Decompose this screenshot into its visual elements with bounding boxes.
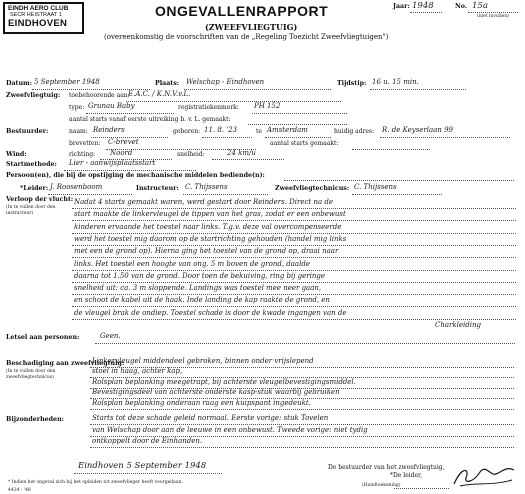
richting-value: Noord <box>110 149 133 157</box>
jaar-value: 1948 <box>412 1 434 11</box>
no-value: 15a <box>472 1 488 11</box>
geboren-label: geboren: <box>173 128 201 135</box>
verloop-line: kinderen ervaande het toestel naar links. T.g.v. deze val overcompenseerde <box>74 222 342 231</box>
report-title: ONGEVALLENRAPPORT <box>155 3 329 19</box>
registratie-value: PH 152 <box>254 102 281 110</box>
startmethode-label: Startmethode: <box>6 161 57 168</box>
te-value: Amsterdam <box>267 126 308 134</box>
registratie-label: registratiekenmerk: <box>178 104 239 111</box>
zweefvliegtuig-label: Zweefvliegtuig: <box>6 92 61 99</box>
verloop-line: werd het toestel mig daarom op de startrichting gehouden (handel mig links <box>74 234 347 243</box>
verloop-line: links. Het toestel een hoogte van ong. 5 m boven de grond, daalde <box>74 259 310 268</box>
report-subtitle: (ZWEEFVLIEGTUIG) <box>205 22 298 32</box>
stamp-line-2: SECR HEISTRAAT 1 <box>10 12 62 18</box>
personen-label: Persoon(en), die bij de opstijging de mechanische middelen bediende(n): <box>6 172 265 179</box>
type-value: Grunau Baby <box>88 102 135 110</box>
jaar-label: Jaar: <box>393 3 410 10</box>
beschadiging-line: Rolsplan beplanking onderaan raag een kuipspant ingedeukt. <box>92 398 311 407</box>
verloop-line: snelheid uit: ca. 3 m sloppende. Landings was toestel mee neer gaan, <box>74 284 322 293</box>
brevetten-value: C-brevet <box>108 138 139 146</box>
verloop-line: en schoot de kabel uit de haak. Inde landing de kap raakte de grond, en <box>74 296 330 305</box>
stamp-line-3: EINDHOVEN <box>8 18 68 29</box>
bijzonderheden-line: van Welschap door aan de leeuwe in een onbewust. Tweede vorige: niet tydig <box>92 425 368 434</box>
verloop-line: met een de grond op). Hierna ging het toestel van de grond op, draai naar <box>74 247 339 256</box>
naam-value: Reinders <box>93 126 125 134</box>
tijdstip-value: 16 u. 15 min. <box>372 78 419 86</box>
no-label: No. <box>455 3 468 10</box>
plaats-datum-value: Eindhoven 5 September 1948 <box>78 461 207 471</box>
instructeur-value: C. Thijssens <box>185 183 228 191</box>
handtekening-label: (Handteekening) <box>362 483 401 488</box>
print-code: 4434 - '48 <box>8 488 31 493</box>
brevetten-label: brevetten: <box>69 140 101 147</box>
bijzonderheden-line: Starts tot deze schade geleid normaal. Eerste vorige: stuk Tovelen <box>92 414 329 422</box>
beschadiging-label: Beschadiging aan zweefvliegtuig: <box>6 360 125 367</box>
leider-signature-label: *De leider, <box>390 472 423 479</box>
bestuurder-signature-label: De bestuurder van het zweefvliegtuig, <box>328 464 445 471</box>
letsel-label: Letsel aan personen: <box>6 334 80 341</box>
leider-label: *Leider: <box>20 185 49 192</box>
filled-note: (niet invullen) <box>477 14 509 19</box>
snelheid-value: 24 km/u <box>227 149 256 157</box>
datum-value: 5 September 1948 <box>34 78 100 86</box>
type-label: type: <box>69 104 85 111</box>
instructeur-label: Instructeur: <box>136 185 179 192</box>
leider-value: J. Roosenboom <box>50 183 103 191</box>
geboren-value: 11. 8. '23 <box>204 126 238 134</box>
beschadiging-line: Rolsplan beplanking meegetrapt, bij achterste vleugelbevestigingsmiddel. <box>92 377 356 386</box>
beschadiging-line: Linkervleugel middendeel gebroken, binnen onder vrijslepend <box>92 357 314 365</box>
bijzonderheden-line: ontkoppelt door de Einhanden. <box>92 437 203 445</box>
toebehoorende-label: toebehoorende aan: <box>69 92 130 99</box>
report-caption: (overeenkomstig de voorschriften van de „Regeling Toezicht Zweefvliegtuigen") <box>104 33 389 41</box>
datum-label: Datum: <box>6 80 33 87</box>
signature-scribble <box>452 462 518 490</box>
beschadiging-line: Bevestigingsdeel van achterste onderste kasp-stuk waarbij gebruiken <box>92 388 340 397</box>
verloop-note: (In te vullen door den instructeur) <box>6 205 56 216</box>
naam-label: naam: <box>69 128 88 135</box>
huidig-adres-value: R. de Keyserlaan 99 <box>382 126 454 134</box>
aantal-starts-gemaakt-label: aantal starts gemaakt: <box>270 140 339 147</box>
verloop-line: de vleugel brak de ondiep. Toestel schade is door de kwade ingangen van de <box>74 308 347 317</box>
te-label: te <box>256 128 262 135</box>
huidig-adres-label: huidig adres: <box>334 128 375 135</box>
aantal-starts-eerste-label: aantal starts vanaf eerste uitreiking b. v. L. gemaakt: <box>69 116 231 123</box>
letsel-value: Geen. <box>100 332 121 340</box>
verloop-line: daarna tot 1.50 van de grond. Door toen de bekuiving, ring bij geringe <box>74 271 326 280</box>
verloop-line: start maakte de linkervleugel de tippen van het gras, zodat er een onbewust <box>74 210 346 219</box>
startmethode-value: Lier - aanwijsplaatsstart <box>69 159 156 167</box>
footnote: * Indien het ongeval zich bij het opleiden tot zweefvlieger heeft voorgedaan. <box>8 480 183 485</box>
stamp-line-1: EINDH AERO CLUB <box>8 5 69 12</box>
verloop-trailer: Charkleiding <box>435 321 481 329</box>
beschadiging-note: (In te vullen door den zweefvliegtechnicus) <box>6 369 56 380</box>
club-stamp <box>3 2 84 34</box>
wind-label: Wind: <box>6 151 27 158</box>
snelheid-label: snelheid: <box>177 151 205 158</box>
verloop-label: Verloop der vlucht: <box>6 196 74 203</box>
beschadiging-line: stoel in haag, achter kap, <box>92 367 183 376</box>
toebehoorende-value: E.A.C. / K.N.V.v.L. <box>128 90 191 98</box>
technicus-value: C. Thijssens <box>354 183 397 191</box>
technicus-label: Zweefvliegtechnicus: <box>275 185 350 192</box>
plaats-value: Welschap - Eindhoven <box>186 78 265 86</box>
tijdstip-label: Tijdstip: <box>337 80 367 87</box>
verloop-line: Nadat 4 starts gemaakt waren, werd gestart door Reinders. Direct na de <box>74 198 333 206</box>
bestuurder-label: Bestuurder: <box>6 128 49 135</box>
plaats-label: Plaats: <box>155 80 180 87</box>
bijzonderheden-label: Bijzonderheden: <box>6 416 64 423</box>
richting-label: richting: <box>69 151 96 158</box>
